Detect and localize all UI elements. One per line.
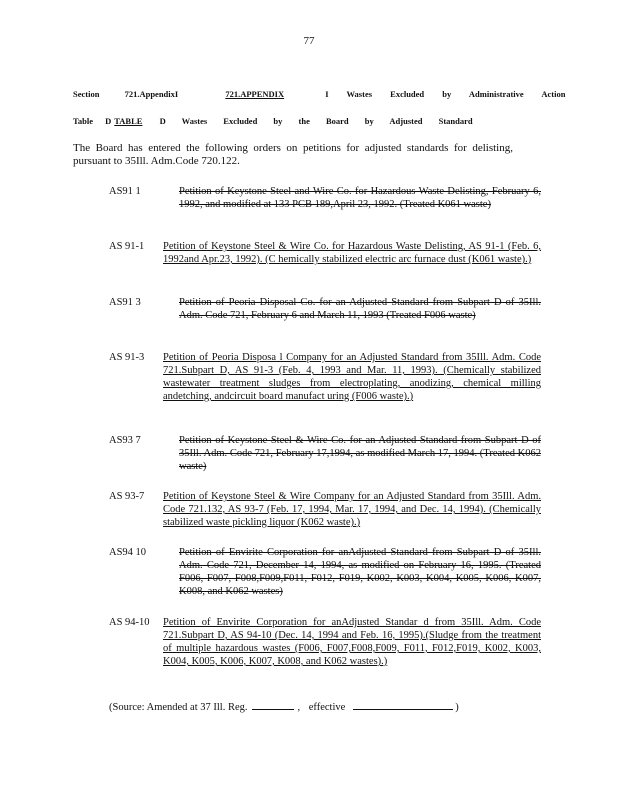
table-label-underlined: TABLE <box>114 116 143 126</box>
entry-code: AS91 3 <box>109 297 141 308</box>
entry-as91-3-old <box>109 296 541 322</box>
source-suffix: ) <box>455 702 459 713</box>
section-ref: 721.AppendixI <box>124 89 179 99</box>
entry-text: Petition of Envirite Corporation for anAdjusted Standard from Subpart D of 35Ill. Adm. Code 721, December 14, 1994, as modified on February 16, 1995. (Treated F006, F007, F008,F009,F011, F012, F019, K002, K003, K004, K005, K006, K007, K008, and K062 wastes) <box>179 547 541 597</box>
entry-code: AS 94-10 <box>109 617 150 628</box>
entry-as91-1-old <box>109 185 541 211</box>
page-number: 77 <box>303 35 315 47</box>
entry-code: AS 91-3 <box>109 352 145 363</box>
entry-as91-3-new <box>109 351 541 403</box>
entry-code: AS94 10 <box>109 547 147 558</box>
table-header <box>73 116 473 126</box>
register-page-blank <box>252 700 294 710</box>
intro-paragraph: The Board has entered the following orders on petitions for adjusted standards for delisting, pursuant to 35Ill. Adm.Code 720.122. <box>73 142 513 167</box>
entry-text: Petition of Keystone Steel and Wire Co. for Hazardous Waste Delisting, February 6, 1992, and modified at 133 PCB 189,April 23, 1992. (Treated K061 waste) <box>179 186 541 210</box>
entry-text: Petition of Keystone Steel & Wire Company for an Adjusted Standard from 35Ill. Adm. Code 721.132, AS 93-7 (Feb. 17, 1994, Mar. 17, 1994, and Dec. 14, 1994). (Chemically stabilized waste pickling liquor (K062 waste).) <box>163 491 541 528</box>
source-effective: effective <box>308 702 346 713</box>
entry-as94-10-old <box>109 546 541 598</box>
entry-as91-1-new <box>109 240 541 266</box>
effective-date-blank <box>353 700 453 710</box>
entry-as93-7-new <box>109 490 541 529</box>
appendix-label: 721.APPENDIX <box>225 89 285 99</box>
section-label: Section <box>73 89 100 99</box>
entry-code: AS93 7 <box>109 435 141 446</box>
entry-as93-7-old <box>109 434 541 473</box>
table-label: Table D <box>73 116 112 126</box>
appendix-title: I Wastes Excluded by Administrative Action <box>325 89 566 99</box>
entry-text: Petition of Peoria Disposal Co. for an Adjusted Standard from Subpart D of 35Ill. Adm. Code 721, February 6 and March 11, 1993 (Treated F006 waste) <box>179 297 541 321</box>
entry-text: Petition of Keystone Steel & Wire Co. for Hazardous Waste Delisting, AS 91-1 (Feb. 6, 1992and Apr.23, 1992). (C hemically stabilized electric arc furnace dust (K061 waste).) <box>163 241 541 265</box>
table-title: D Wastes Excluded by the Board by Adjusted Standard <box>159 116 473 126</box>
entry-text: Petition of Keystone Steel & Wire Co. for an Adjusted Standard from Subpart D of 35Ill. Adm. Code 721, February 17,1994, as modified March 17, 1994. (Treated K062 waste) <box>179 435 541 472</box>
entry-text: Petition of Envirite Corporation for anAdjusted Standar d from 35Ill. Adm. Code 721.Subpart D, AS 94-10 (Dec. 14, 1994 and Feb. 16, 1995).(Sludge from the treatment of multiple hazardous wastes (F006, F007,F008,F009, F011, F012,F019, K002, K003, K004, K005, K006, K007, K008, and K062 wastes).) <box>163 617 541 667</box>
entry-code: AS 91-1 <box>109 241 145 252</box>
source-note: (Source: Amended at 37 Ill. Reg. , effective ) <box>109 702 459 713</box>
section-header <box>73 89 565 99</box>
entry-code: AS 93-7 <box>109 491 145 502</box>
entry-code: AS91 1 <box>109 186 141 197</box>
entry-text: Petition of Peoria Disposa l Company for an Adjusted Standard from 35Ill. Adm. Code 721.Subpart D, AS 91-3 (Feb. 4, 1993 and Mar. 11, 1993). (Chemically stabilized wastewater treatment sludges from electroplating, anodizing, chemical milling andetching, andcircuit board manufact uring (F006 waste).) <box>163 352 541 402</box>
source-prefix: (Source: Amended at 37 Ill. Reg. <box>109 702 248 713</box>
entry-as94-10-new <box>109 616 541 668</box>
